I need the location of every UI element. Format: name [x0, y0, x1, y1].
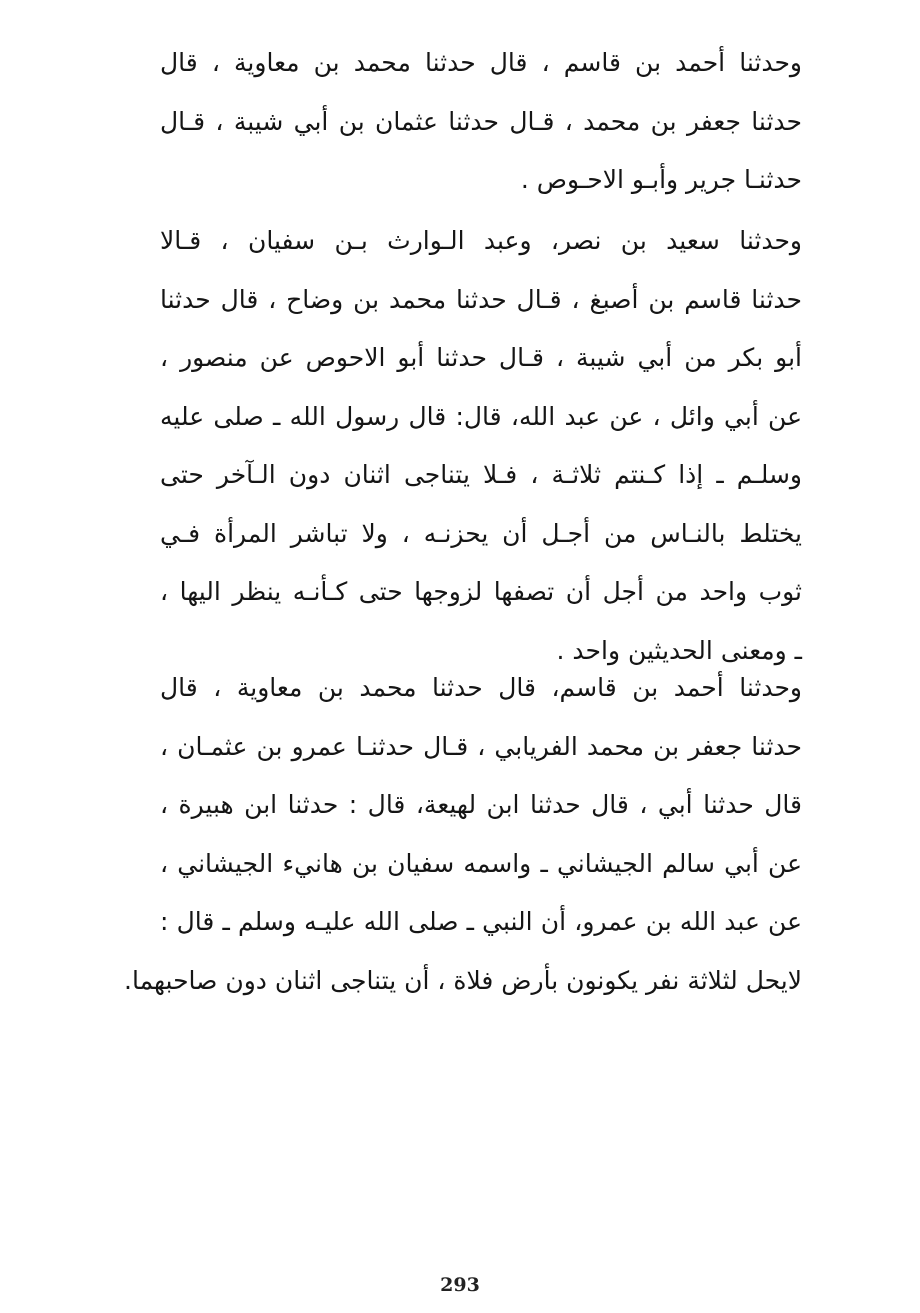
paragraph-3	[124, 659, 802, 1010]
text-line: لايحل لثلاثة نفر يكونون بأرض فلاة ، أن يتناجى اثنان دون صاحبهما.	[124, 965, 802, 995]
text-line: ـ ومعنى الحديثين واحد .	[556, 635, 802, 665]
text-line: أبو بكر من أبي شيبة ، قـال حدثنا أبو الاحوص عن منصور ،	[160, 343, 802, 372]
text-line: عن عبد الله بن عمرو، أن النبي ـ صلى الله عليـه وسلم ـ قال :	[160, 907, 802, 936]
text-line: حدثنا قاسم بن أصبغ ، قـال حدثنا محمد بن وضاح ، قال حدثنا	[160, 284, 802, 314]
text-line: حدثنـا جرير وأبـو الاحـوص .	[520, 165, 802, 194]
text-line: عن أبي وائل ، عن عبد الله، قال: قال رسول الله ـ صلى عليه	[160, 401, 802, 431]
text-line: عن أبي سالم الجيشاني ـ واسمه سفيان بن هانيء الجيشاني ،	[160, 848, 802, 878]
text-line: ثوب واحد من أجل أن تصفها لزوجها حتى كـأنـه ينظر اليها ،	[160, 577, 802, 606]
text-line: يختلط بالنـاس من أجـل أن يحزنـه ، ولا تباشر المرأة فـي	[160, 518, 802, 548]
text-line: حدثنا جعفر بن محمد ، قـال حدثنا عثمان بن أبي شيبة ، قـال	[160, 106, 802, 136]
paragraph-1	[160, 34, 802, 210]
text-line: وحدثنا أحمد بن قاسم ، قال حدثنا محمد بن معاوية ، قال	[160, 48, 802, 77]
page-number: 293	[440, 1274, 480, 1296]
text-line: وسلـم ـ إذا كـنتم ثلاثـة ، فـلا يتناجى اثنان دون الـآخر حتى	[160, 460, 802, 489]
text-line: وحدثنا أحمد بن قاسم، قال حدثنا محمد بن معاوية ، قال	[160, 673, 802, 702]
text-line: حدثنا جعفر بن محمد الفريابي ، قـال حدثنـا عمرو بن عثمـان ،	[160, 731, 802, 761]
paragraph-2	[160, 212, 802, 680]
text-line: وحدثنا سعيد بن نصر، وعبد الـوارث بـن سفيان ، قـالا	[160, 226, 802, 255]
text-line: قال حدثنا أبي ، قال حدثنا ابن لهيعة، قال : حدثنا ابن هبيرة ،	[160, 790, 802, 819]
